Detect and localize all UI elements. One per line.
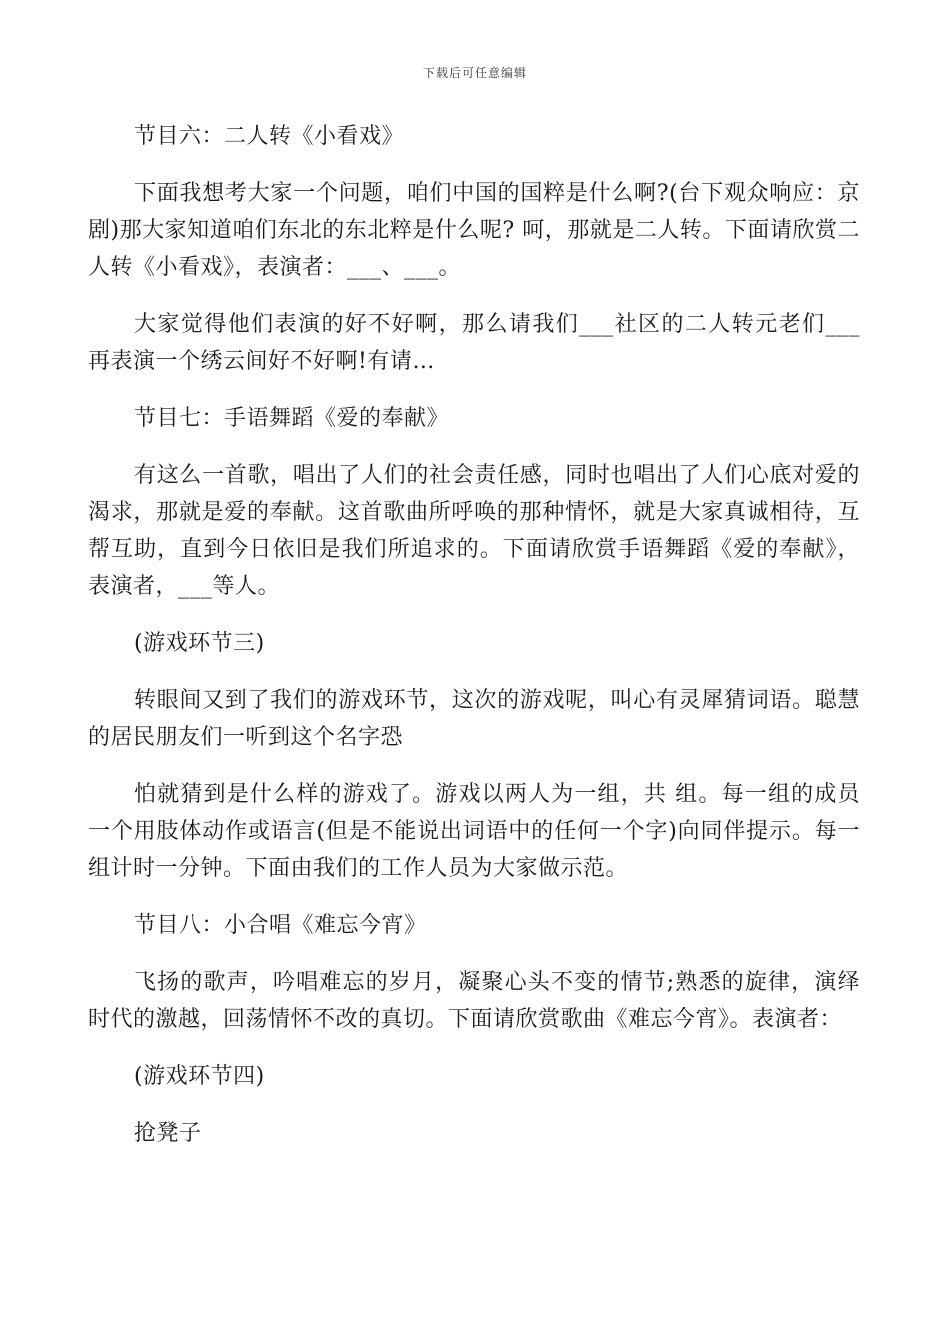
game-three-rules: 怕就猜到是什么样的游戏了。游戏以两人为一组，共 组。每一组的成员一个用肢体动作或语言(但是不能说出词语中的任何一个字)向同伴提示。每一组计时一分钟。下面由我们的工作人员为大家做示范。 — [88, 782, 860, 881]
program-six-title: 节目六：二人转《小看戏》 — [134, 124, 405, 149]
program-six-intro: 下面我想考大家一个问题，咱们中国的国粹是什么啊?(台下观众响应：京剧)那大家知道咱们东北的东北粹是什么呢? 呵，那就是二人转。下面请欣赏二人转《小看戏》，表演者：___、___。 — [88, 181, 860, 280]
game-four-name: 抢凳子 — [134, 1121, 202, 1146]
program-seven-intro: 有这么一首歌，唱出了人们的社会责任感，同时也唱出了人们心底对爱的渴求，那就是爱的奉献。这首歌曲所呼唤的那种情怀，就是大家真诚相待，互帮互助，直到今日依旧是我们所追求的。下面请欣赏手语舞蹈《爱的奉献》，表演者，___等人。 — [88, 463, 860, 599]
program-eight-title: 节目八：小合唱《难忘今宵》 — [134, 913, 427, 938]
program-six-encore: 大家觉得他们表演的好不好啊，那么请我们___社区的二人转元老们___ 再表演一个绣云间好不好啊!有请… — [88, 312, 860, 374]
program-seven-title: 节目七：手语舞蹈《爱的奉献》 — [134, 406, 450, 431]
document-body — [88, 118, 860, 1172]
game-three-intro: 转眼间又到了我们的游戏环节，这次的游戏呢，叫心有灵犀猜词语。聪慧的居民朋友们一听到这个名字恐 — [88, 688, 860, 750]
game-three-title: (游戏环节三) — [134, 631, 265, 656]
page-header: 下载后可任意编辑 — [422, 66, 527, 80]
program-eight-intro: 飞扬的歌声，吟唱难忘的岁月，凝聚心头不变的情节;熟悉的旋律，演绎时代的激越，回荡情怀不改的真切。下面请欣赏歌曲《难忘今宵》。表演者： — [88, 970, 860, 1032]
game-four-title: (游戏环节四) — [134, 1064, 265, 1089]
